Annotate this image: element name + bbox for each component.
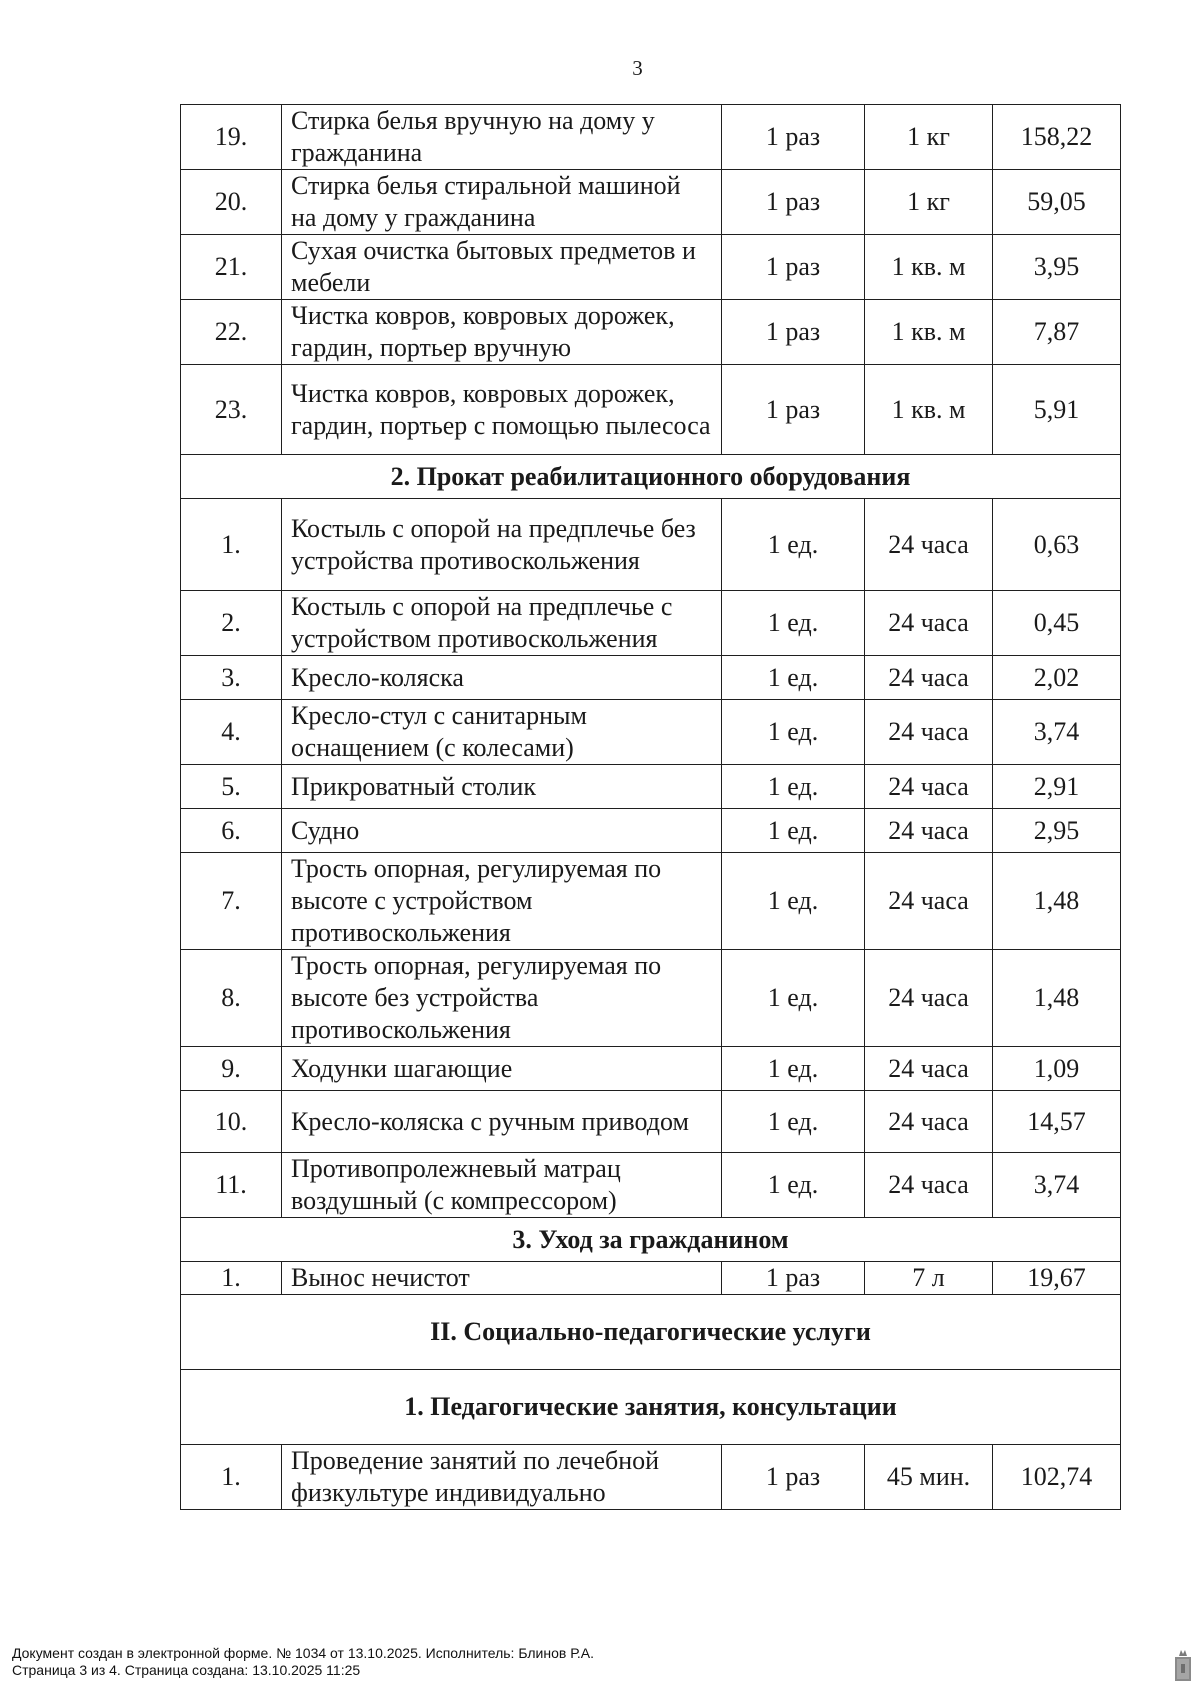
price: 1,48 <box>993 950 1121 1047</box>
service-name: Чистка ковров, ковровых дорожек, гардин, портьер с помощью пылесоса <box>282 365 722 455</box>
service-name: Судно <box>282 809 722 853</box>
unit: 1 кг <box>865 170 993 235</box>
quantity: 1 ед. <box>722 700 865 765</box>
tariff-table <box>180 104 1121 1510</box>
row-number: 4. <box>181 700 282 765</box>
table-row <box>181 1445 1121 1510</box>
quantity: 1 раз <box>722 1445 865 1510</box>
table-row <box>181 300 1121 365</box>
page-number: 3 <box>632 56 643 80</box>
quantity: 1 ед. <box>722 591 865 656</box>
quantity: 1 ед. <box>722 1047 865 1091</box>
unit: 24 часа <box>865 1153 993 1218</box>
service-name: Прикроватный столик <box>282 765 722 809</box>
quantity: 1 раз <box>722 365 865 455</box>
section-title: 2. Прокат реабилитационного оборудования <box>181 455 1121 499</box>
price: 59,05 <box>993 170 1121 235</box>
unit: 24 часа <box>865 591 993 656</box>
unit: 1 кв. м <box>865 365 993 455</box>
quantity: 1 раз <box>722 235 865 300</box>
service-name: Костыль с опорой на предплечье с устройством противоскольжения <box>282 591 722 656</box>
price: 158,22 <box>993 105 1121 170</box>
unit: 24 часа <box>865 950 993 1047</box>
quantity: 1 раз <box>722 1262 865 1295</box>
price: 3,95 <box>993 235 1121 300</box>
unit: 1 кв. м <box>865 235 993 300</box>
row-number: 8. <box>181 950 282 1047</box>
footer-line-2: Страница 3 из 4. Страница создана: 13.10.2025 11:25 <box>12 1662 361 1678</box>
service-name: Проведение занятий по лечебной физкультуре индивидуально <box>282 1445 722 1510</box>
unit: 24 часа <box>865 499 993 591</box>
section-row <box>181 1295 1121 1370</box>
quantity: 1 ед. <box>722 853 865 950</box>
service-name: Сухая очистка бытовых предметов и мебели <box>282 235 722 300</box>
table-row <box>181 765 1121 809</box>
price: 2,02 <box>993 656 1121 700</box>
table-row <box>181 105 1121 170</box>
row-number: 1. <box>181 1262 282 1295</box>
table-row <box>181 1091 1121 1153</box>
quantity: 1 раз <box>722 300 865 365</box>
section-row <box>181 455 1121 499</box>
unit: 24 часа <box>865 1047 993 1091</box>
price: 0,63 <box>993 499 1121 591</box>
row-number: 9. <box>181 1047 282 1091</box>
service-name: Кресло-коляска с ручным приводом <box>282 1091 722 1153</box>
quantity: 1 ед. <box>722 765 865 809</box>
price: 1,09 <box>993 1047 1121 1091</box>
quantity: 1 ед. <box>722 809 865 853</box>
row-number: 1. <box>181 1445 282 1510</box>
service-name: Трость опорная, регулируемая по высоте с устройством противоскольжения <box>282 853 722 950</box>
tariff-table-body <box>181 105 1121 1510</box>
service-name: Вынос нечистот <box>282 1262 722 1295</box>
row-number: 19. <box>181 105 282 170</box>
quantity: 1 ед. <box>722 499 865 591</box>
row-number: 20. <box>181 170 282 235</box>
price: 2,95 <box>993 809 1121 853</box>
row-number: 2. <box>181 591 282 656</box>
unit: 24 часа <box>865 765 993 809</box>
service-name: Стирка белья вручную на дому у гражданина <box>282 105 722 170</box>
unit: 1 кв. м <box>865 300 993 365</box>
table-row <box>181 1047 1121 1091</box>
section-title: II. Социально-педагогические услуги <box>181 1295 1121 1370</box>
unit: 24 часа <box>865 1091 993 1153</box>
unit: 1 кг <box>865 105 993 170</box>
table-row <box>181 1153 1121 1218</box>
section-row <box>181 1218 1121 1262</box>
table-row <box>181 853 1121 950</box>
table-row <box>181 499 1121 591</box>
quantity: 1 раз <box>722 170 865 235</box>
service-name: Кресло-коляска <box>282 656 722 700</box>
unit: 24 часа <box>865 809 993 853</box>
table-row <box>181 950 1121 1047</box>
row-number: 1. <box>181 499 282 591</box>
section-row <box>181 1370 1121 1445</box>
service-name: Трость опорная, регулируемая по высоте без устройства противоскольжения <box>282 950 722 1047</box>
row-number: 6. <box>181 809 282 853</box>
unit: 45 мин. <box>865 1445 993 1510</box>
quantity: 1 ед. <box>722 1091 865 1153</box>
service-name: Костыль с опорой на предплечье без устройства противоскольжения <box>282 499 722 591</box>
table-row <box>181 235 1121 300</box>
service-name: Ходунки шагающие <box>282 1047 722 1091</box>
row-number: 11. <box>181 1153 282 1218</box>
row-number: 7. <box>181 853 282 950</box>
service-name: Чистка ковров, ковровых дорожек, гардин, портьер вручную <box>282 300 722 365</box>
table-row <box>181 170 1121 235</box>
unit: 24 часа <box>865 853 993 950</box>
section-title: 3. Уход за гражданином <box>181 1218 1121 1262</box>
table-row <box>181 809 1121 853</box>
service-name: Противопролежневый матрац воздушный (с компрессором) <box>282 1153 722 1218</box>
row-number: 5. <box>181 765 282 809</box>
service-name: Кресло-стул с санитарным оснащением (с колесами) <box>282 700 722 765</box>
table-row <box>181 700 1121 765</box>
price: 0,45 <box>993 591 1121 656</box>
service-name: Стирка белья стиральной машиной на дому у гражданина <box>282 170 722 235</box>
table-row <box>181 591 1121 656</box>
price: 14,57 <box>993 1091 1121 1153</box>
table-row <box>181 365 1121 455</box>
row-number: 21. <box>181 235 282 300</box>
row-number: 23. <box>181 365 282 455</box>
quantity: 1 раз <box>722 105 865 170</box>
price: 19,67 <box>993 1262 1121 1295</box>
price: 3,74 <box>993 700 1121 765</box>
quantity: 1 ед. <box>722 950 865 1047</box>
coat-of-arms-icon <box>1173 1647 1193 1683</box>
unit: 24 часа <box>865 700 993 765</box>
unit: 7 л <box>865 1262 993 1295</box>
table-row <box>181 656 1121 700</box>
section-title: 1. Педагогические занятия, консультации <box>181 1370 1121 1445</box>
quantity: 1 ед. <box>722 656 865 700</box>
price: 3,74 <box>993 1153 1121 1218</box>
price: 102,74 <box>993 1445 1121 1510</box>
row-number: 3. <box>181 656 282 700</box>
row-number: 22. <box>181 300 282 365</box>
price: 1,48 <box>993 853 1121 950</box>
row-number: 10. <box>181 1091 282 1153</box>
quantity: 1 ед. <box>722 1153 865 1218</box>
price: 5,91 <box>993 365 1121 455</box>
price: 2,91 <box>993 765 1121 809</box>
footer-line-1: Документ создан в электронной форме. № 1034 от 13.10.2025. Исполнитель: Блинов Р.А. <box>12 1645 594 1661</box>
unit: 24 часа <box>865 656 993 700</box>
price: 7,87 <box>993 300 1121 365</box>
document-footer <box>12 1645 594 1679</box>
table-row <box>181 1262 1121 1295</box>
